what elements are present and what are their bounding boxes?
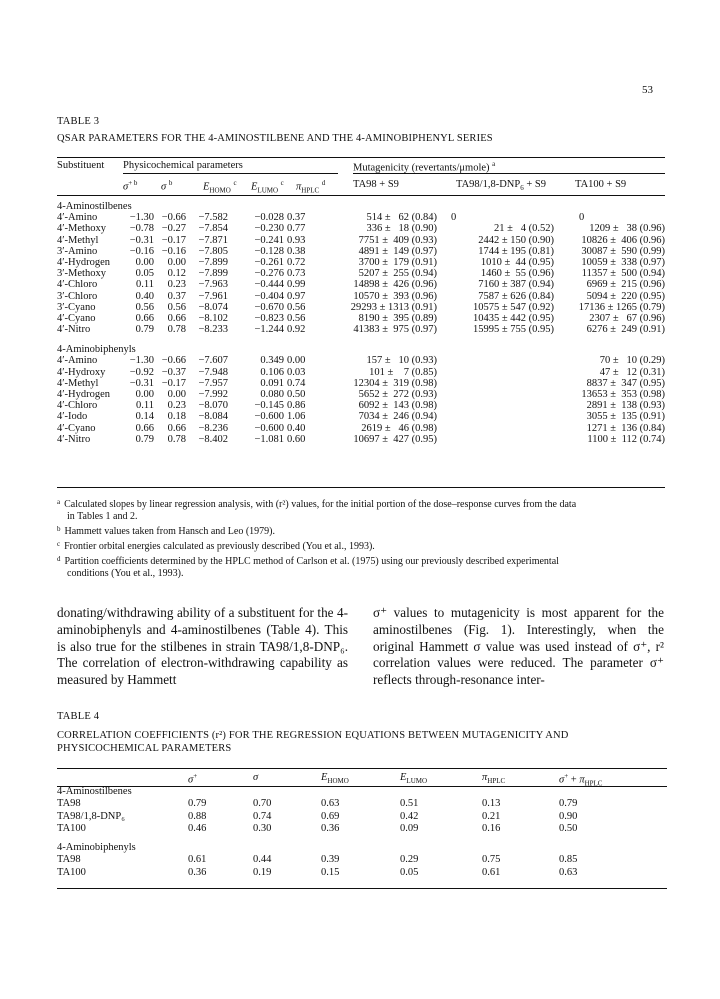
cell-ehomo: −7.963 — [198, 279, 228, 291]
table4-value: 0.16 — [482, 822, 501, 834]
table4-header-1: σ — [253, 772, 259, 783]
cell-elumo: −0.600 — [254, 422, 284, 434]
table4-value: 0.19 — [253, 866, 272, 878]
table4-value: 0.05 — [400, 866, 419, 878]
cell-pi-hplc: 0.03 — [287, 366, 306, 378]
table4-strain: TA100 — [57, 866, 86, 878]
table-row — [57, 798, 667, 810]
cell-sigma-plus: −0.92 — [129, 366, 154, 378]
cell-sigma: 0.12 — [167, 268, 186, 280]
table4-header-0: σ+ — [188, 772, 198, 786]
physchem-underline — [123, 173, 338, 174]
cell-sigma: 0.78 — [167, 433, 186, 445]
cell-ta98: 3700 ± 179 (0.91) — [358, 256, 437, 268]
cell-sigma-plus: 0.66 — [135, 422, 154, 434]
cell-ta98: 10697 ± 427 (0.95) — [353, 433, 437, 445]
header-ta98dnp: $TA98/1,8-DNP_6 + S9$ — [456, 179, 546, 193]
cell-ta100: 5094 ± 220 (0.95) — [586, 290, 665, 302]
table-row — [57, 823, 667, 835]
cell-substituent: 3′-Amino — [57, 245, 98, 257]
table4-value: 0.42 — [400, 810, 419, 822]
table4-value: 0.63 — [559, 866, 578, 878]
cell-ta98: 7751 ± 409 (0.93) — [358, 234, 437, 246]
cell-ta98dnp: 0 — [451, 212, 457, 224]
cell-ta100: 2891 ± 138 (0.93) — [586, 400, 665, 412]
table4-header-4: $\pi_{HPLC}$ — [482, 772, 506, 786]
cell-ehomo: −8.236 — [198, 422, 228, 434]
header-mutagenicity: Mutagenicity (revertants/μmole) $^a$ — [353, 160, 496, 174]
mutagenicity-underline — [353, 173, 665, 174]
table4-strain: TA98/1,8-DNP₆ — [57, 810, 125, 822]
cell-ta100: 1271 ± 136 (0.84) — [586, 422, 665, 434]
cell-pi-hplc: 0.92 — [287, 324, 306, 336]
cell-pi-hplc: 0.40 — [287, 422, 306, 434]
cell-ta98: 5652 ± 272 (0.93) — [358, 389, 437, 400]
cell-sigma-plus: 0.79 — [135, 433, 154, 445]
cell-elumo: −0.600 — [254, 411, 284, 423]
table4-caption: TABLE 4 — [57, 711, 100, 722]
table4-value: 0.51 — [400, 798, 419, 810]
table4-group-heading: 4-Aminobiphenyls — [57, 842, 136, 854]
cell-pi-hplc: 0.50 — [287, 389, 306, 400]
table4-value: 0.90 — [559, 810, 578, 822]
table4-value: 0.74 — [253, 810, 272, 822]
table4-body — [57, 786, 667, 879]
cell-sigma: 0.00 — [167, 256, 186, 268]
cell-substituent: 3′-Cyano — [57, 301, 96, 313]
table-row — [57, 434, 665, 445]
cell-ta100: 1100 ± 112 (0.74) — [587, 433, 665, 445]
cell-elumo: 0.349 — [260, 355, 284, 367]
footnote-c: $^c$ Frontier orbital energies calculated as previously described (You et al., 1993). — [57, 540, 375, 552]
cell-elumo: 0.080 — [260, 389, 284, 400]
cell-ehomo: −7.854 — [198, 223, 228, 235]
table-row — [57, 389, 665, 400]
cell-sigma-plus: 0.79 — [135, 324, 154, 336]
table4-value: 0.75 — [482, 854, 501, 866]
cell-ehomo: −8.074 — [198, 301, 228, 313]
cell-substituent: 4′-Cyano — [57, 312, 96, 324]
cell-ta98: 6092 ± 143 (0.98) — [358, 400, 437, 412]
footnote-a: $^a$ Calculated slopes by linear regression analysis, with (r²) values, for the initial portion of the dose–response curves from the data — [57, 498, 577, 510]
table-row — [57, 291, 665, 302]
table4-value: 0.36 — [188, 866, 207, 878]
cell-ta98: 8190 ± 395 (0.89) — [358, 312, 437, 324]
table-row — [57, 411, 665, 422]
cell-sigma: 0.18 — [167, 411, 186, 423]
cell-ehomo: −7.948 — [198, 366, 228, 378]
table4-value: 0.30 — [253, 822, 272, 834]
table4-value: 0.70 — [253, 798, 272, 810]
cell-elumo: 0.091 — [260, 377, 284, 389]
table-row — [57, 355, 665, 366]
cell-elumo: −0.823 — [254, 312, 284, 324]
cell-sigma-plus: 0.11 — [136, 279, 154, 291]
cell-ta98dnp: 2442 ± 150 (0.90) — [478, 234, 554, 246]
table-row — [57, 268, 665, 279]
table-row — [57, 235, 665, 246]
table4-value: 0.29 — [400, 854, 419, 866]
cell-sigma: 0.66 — [167, 422, 186, 434]
cell-substituent: 4′-Hydroxy — [57, 366, 106, 378]
cell-ta98: 10570 ± 393 (0.96) — [353, 290, 437, 302]
cell-ta98dnp: 10435 ± 442 (0.95) — [472, 312, 554, 324]
cell-ta98dnp: 7587 ± 626 (0.84) — [478, 290, 554, 302]
header-sigma-plus: $\sigma^{+ b}$ — [123, 179, 138, 193]
cell-ta98: 12304 ± 319 (0.98) — [353, 377, 437, 389]
cell-elumo: −0.145 — [254, 400, 284, 412]
table4-header-2: $E_{HOMO}$ — [321, 772, 349, 786]
header-ta100: TA100 + S9 — [575, 179, 627, 190]
table4-value: 0.61 — [482, 866, 501, 878]
cell-ta98dnp: 10575 ± 547 (0.92) — [472, 301, 554, 313]
cell-ta100: 11357 ± 500 (0.94) — [581, 268, 665, 280]
cell-sigma: −0.66 — [161, 212, 186, 224]
cell-ta100: 1209 ± 38 (0.96) — [589, 223, 665, 235]
header-elumo: $E_{LUMO}$ $^c$ — [251, 179, 284, 195]
cell-elumo: −0.670 — [254, 301, 284, 313]
cell-sigma: 0.66 — [167, 312, 186, 324]
table4-strain: TA100 — [57, 822, 86, 834]
cell-sigma-plus: −0.78 — [129, 223, 154, 235]
table4-value: 0.09 — [400, 822, 419, 834]
table4-strain: TA98 — [57, 798, 81, 810]
cell-ehomo: −7.961 — [198, 290, 228, 302]
cell-ta98dnp: 15995 ± 755 (0.95) — [472, 324, 554, 336]
cell-ehomo: −7.899 — [198, 256, 228, 268]
cell-pi-hplc: 0.86 — [287, 400, 306, 412]
table3-body — [57, 201, 665, 445]
cell-ta98: 4891 ± 149 (0.97) — [358, 245, 437, 257]
cell-sigma: −0.16 — [161, 245, 186, 257]
cell-sigma-plus: −1.30 — [129, 355, 154, 367]
table4-value: 0.39 — [321, 854, 340, 866]
body-text-right: σ⁺ values to mutagenicity is most apparent for the aminostilbenes (Fig. 1). Interestingly, when the original Hammett σ value was used instead of σ⁺, r² correlation values were reduced. The parameter σ⁺ reflects through-resonance inter- — [373, 605, 664, 688]
cell-substituent: 4′-Hydrogen — [57, 389, 111, 400]
table4-group-heading: 4-Aminostilbenes — [57, 786, 132, 797]
cell-pi-hplc: 0.00 — [287, 355, 306, 367]
cell-pi-hplc: 0.99 — [287, 279, 306, 291]
cell-ta100: 13653 ± 353 (0.98) — [581, 389, 665, 400]
cell-substituent: 4′-Iodo — [57, 411, 88, 423]
cell-ta100: 47 ± 12 (0.31) — [599, 366, 665, 378]
cell-elumo: −0.230 — [254, 223, 284, 235]
cell-elumo: −1.244 — [254, 324, 284, 336]
cell-sigma-plus: −1.30 — [129, 212, 154, 224]
table4-value: 0.63 — [321, 798, 340, 810]
cell-ehomo: −7.582 — [198, 212, 228, 224]
cell-sigma-plus: 0.40 — [135, 290, 154, 302]
cell-ehomo: −8.233 — [198, 324, 228, 336]
cell-sigma: −0.17 — [161, 234, 186, 246]
table3-top-rule — [57, 157, 665, 158]
header-physchem: Physicochemical parameters — [123, 160, 243, 171]
cell-elumo: −0.404 — [254, 290, 284, 302]
cell-ta100: 70 ± 10 (0.29) — [599, 355, 665, 367]
table-row — [57, 867, 667, 879]
cell-sigma-plus: 0.66 — [135, 312, 154, 324]
table-row — [57, 223, 665, 234]
cell-sigma: 0.00 — [167, 389, 186, 400]
header-substituent: Substituent — [57, 160, 105, 171]
cell-substituent: 4′-Hydrogen — [57, 256, 111, 268]
cell-ehomo: −7.607 — [198, 355, 228, 367]
table3-bottom-rule — [57, 487, 665, 488]
cell-sigma: 0.78 — [167, 324, 186, 336]
cell-ta98dnp: 21 ± 4 (0.52) — [493, 223, 554, 235]
cell-ehomo: −7.871 — [198, 234, 228, 246]
cell-elumo: 0.106 — [260, 366, 284, 378]
table4-value: 0.85 — [559, 854, 578, 866]
cell-pi-hplc: 0.97 — [287, 290, 306, 302]
cell-ta98: 41383 ± 975 (0.97) — [353, 324, 437, 336]
cell-sigma: 0.37 — [167, 290, 186, 302]
cell-pi-hplc: 0.93 — [287, 234, 306, 246]
cell-sigma: −0.66 — [161, 355, 186, 367]
cell-pi-hplc: 1.06 — [287, 411, 306, 423]
footnote-b: $^b$ Hammett values taken from Hansch and Leo (1979). — [57, 525, 275, 537]
cell-pi-hplc: 0.77 — [287, 223, 306, 235]
group-heading: 4-Aminostilbenes — [57, 201, 132, 212]
table4-strain: TA98 — [57, 854, 81, 866]
footnote-d-cont: conditions (You et al., 1993). — [67, 568, 184, 579]
cell-pi-hplc: 0.72 — [287, 256, 306, 268]
header-ehomo: $E_{HOMO}$ $^c$ — [203, 179, 237, 195]
cell-substituent: 4′-Nitro — [57, 324, 91, 336]
cell-elumo: −0.444 — [254, 279, 284, 291]
cell-ta98dnp: 1460 ± 55 (0.96) — [480, 268, 554, 280]
cell-ta98: 14898 ± 426 (0.96) — [353, 279, 437, 291]
cell-sigma-plus: 0.14 — [135, 411, 154, 423]
cell-sigma: 0.23 — [167, 400, 186, 412]
table4-bottom-rule — [57, 888, 667, 889]
table4-value: 0.50 — [559, 822, 578, 834]
cell-ta100: 17136 ± 1265 (0.79) — [578, 301, 665, 313]
table3-title: QSAR PARAMETERS FOR THE 4-AMINOSTILBENE AND THE 4-AMINOBIPHENYL SERIES — [57, 133, 493, 144]
cell-sigma: −0.17 — [161, 377, 186, 389]
cell-pi-hplc: 0.56 — [287, 301, 306, 313]
cell-pi-hplc: 0.73 — [287, 268, 306, 280]
cell-ta98: 29293 ± 1313 (0.91) — [350, 301, 437, 313]
cell-ehomo: −8.070 — [198, 400, 228, 412]
cell-substituent: 3′-Methoxy — [57, 268, 106, 280]
header-pi-hplc: $\pi_{HPLC}$ $^d$ — [296, 179, 326, 195]
cell-sigma-plus: −0.31 — [129, 377, 154, 389]
table-row — [57, 257, 665, 268]
cell-pi-hplc: 0.56 — [287, 312, 306, 324]
cell-ehomo: −8.084 — [198, 411, 228, 423]
table3-header-rule — [57, 195, 665, 196]
table4-value: 0.61 — [188, 854, 207, 866]
cell-ta100: 0 — [579, 212, 585, 224]
table3-caption: TABLE 3 — [57, 116, 100, 127]
cell-substituent: 4′-Cyano — [57, 422, 96, 434]
cell-ta98: 5207 ± 255 (0.94) — [358, 268, 437, 280]
cell-ehomo: −8.102 — [198, 312, 228, 324]
table4-value: 0.21 — [482, 810, 501, 822]
cell-ta98: 101 ± 7 (0.85) — [369, 366, 437, 378]
cell-ta98dnp: 7160 ± 387 (0.94) — [478, 279, 554, 291]
cell-pi-hplc: 0.37 — [287, 212, 306, 224]
cell-sigma-plus: −0.16 — [129, 245, 154, 257]
cell-substituent: 3′-Chloro — [57, 290, 98, 302]
footnote-d: $^d$ Partition coefficients determined by the HPLC method of Carlson et al. (1975) using our previously described experimental — [57, 555, 559, 567]
cell-substituent: 4′-Methyl — [57, 377, 99, 389]
table4-title: CORRELATION COEFFICIENTS (r²) FOR THE REGRESSION EQUATIONS BETWEEN MUTAGENICITY AND PHYSICOCHEMICAL PARAMETERS — [57, 730, 569, 754]
cell-elumo: −0.028 — [254, 212, 284, 224]
table-row — [57, 246, 665, 257]
table-row — [57, 854, 667, 866]
table3-footnotes — [57, 496, 665, 580]
cell-ta100: 8837 ± 347 (0.95) — [586, 377, 665, 389]
cell-ta98: 336 ± 18 (0.90) — [366, 223, 437, 235]
cell-sigma-plus: 0.56 — [135, 301, 154, 313]
cell-elumo: −0.261 — [254, 256, 284, 268]
table-row — [57, 279, 665, 290]
cell-elumo: −0.128 — [254, 245, 284, 257]
cell-sigma-plus: 0.00 — [135, 256, 154, 268]
header-ta98: TA98 + S9 — [353, 179, 399, 190]
cell-sigma-plus: −0.31 — [129, 234, 154, 246]
cell-sigma: 0.23 — [167, 279, 186, 291]
cell-sigma-plus: 0.11 — [136, 400, 154, 412]
table4-value: 0.46 — [188, 822, 207, 834]
cell-pi-hplc: 0.38 — [287, 245, 306, 257]
cell-ehomo: −7.805 — [198, 245, 228, 257]
cell-ta100: 30087 ± 590 (0.99) — [581, 245, 665, 257]
cell-ta100: 2307 ± 67 (0.96) — [589, 312, 665, 324]
table-row — [57, 302, 665, 313]
cell-sigma: −0.27 — [161, 223, 186, 235]
cell-ta98: 7034 ± 246 (0.94) — [358, 411, 437, 423]
cell-ehomo: −7.957 — [198, 377, 228, 389]
cell-ta100: 10059 ± 338 (0.97) — [581, 256, 665, 268]
cell-elumo: −1.081 — [254, 433, 284, 445]
cell-pi-hplc: 0.60 — [287, 433, 306, 445]
table-row — [57, 367, 665, 378]
cell-substituent: 4′-Nitro — [57, 433, 91, 445]
cell-sigma: 0.56 — [167, 301, 186, 313]
cell-elumo: −0.241 — [254, 234, 284, 246]
cell-substituent: 4′-Amino — [57, 355, 98, 367]
cell-ehomo: −8.402 — [198, 433, 228, 445]
table4-top-rule — [57, 768, 667, 769]
table-row — [57, 313, 665, 324]
cell-elumo: −0.276 — [254, 268, 284, 280]
cell-ta98: 157 ± 10 (0.93) — [366, 355, 437, 367]
table-row — [57, 811, 667, 823]
table-row — [57, 400, 665, 411]
cell-ta98: 2619 ± 46 (0.98) — [361, 422, 437, 434]
cell-ehomo: −7.899 — [198, 268, 228, 280]
table4-value: 0.69 — [321, 810, 340, 822]
table4-value: 0.13 — [482, 798, 501, 810]
cell-ta100: 6276 ± 249 (0.91) — [586, 324, 665, 336]
cell-ta100: 6969 ± 215 (0.96) — [586, 279, 665, 291]
body-text-left: donating/withdrawing ability of a substituent for the 4-aminobiphenyls and 4-aminostilbenes (Table 4). This is also true for the stilbenes in strain TA98/1,8-DNP₆. The correlation of electron-withdrawing capability as measured by Hammett — [57, 605, 348, 688]
cell-substituent: 4′-Methyl — [57, 234, 99, 246]
cell-sigma-plus: 0.00 — [135, 389, 154, 400]
cell-sigma: −0.37 — [161, 366, 186, 378]
table4-value: 0.36 — [321, 822, 340, 834]
table4-header-5: $\sigma^+ + \pi_{HPLC}$ — [559, 772, 603, 788]
table4-value: 0.79 — [559, 798, 578, 810]
table-row — [57, 378, 665, 389]
cell-substituent: 4′-Amino — [57, 212, 98, 224]
table-row — [57, 324, 665, 335]
cell-pi-hplc: 0.74 — [287, 377, 306, 389]
footnote-a-cont: in Tables 1 and 2. — [67, 511, 138, 522]
cell-ta100: 10826 ± 406 (0.96) — [581, 234, 665, 246]
table4-value: 0.15 — [321, 866, 340, 878]
cell-ehomo: −7.992 — [198, 389, 228, 400]
cell-substituent: 4′-Methoxy — [57, 223, 106, 235]
table4-header-3: $E_{LUMO}$ — [400, 772, 428, 786]
table4-value: 0.88 — [188, 810, 207, 822]
table-row — [57, 212, 665, 223]
group-heading: 4-Aminobiphenyls — [57, 344, 136, 356]
cell-ta98: 514 ± 62 (0.84) — [366, 212, 437, 224]
table4-value: 0.44 — [253, 854, 272, 866]
header-sigma: σ $^b$ — [161, 179, 173, 193]
table-row — [57, 423, 665, 434]
cell-ta98dnp: 1010 ± 44 (0.95) — [480, 256, 554, 268]
cell-sigma-plus: 0.05 — [135, 268, 154, 280]
cell-substituent: 4′-Chloro — [57, 400, 98, 412]
table4-value: 0.79 — [188, 798, 207, 810]
cell-ta100: 3055 ± 135 (0.91) — [586, 411, 665, 423]
cell-substituent: 4′-Chloro — [57, 279, 98, 291]
cell-ta98dnp: 1744 ± 195 (0.81) — [478, 245, 554, 257]
page-number: 53 — [642, 84, 653, 96]
